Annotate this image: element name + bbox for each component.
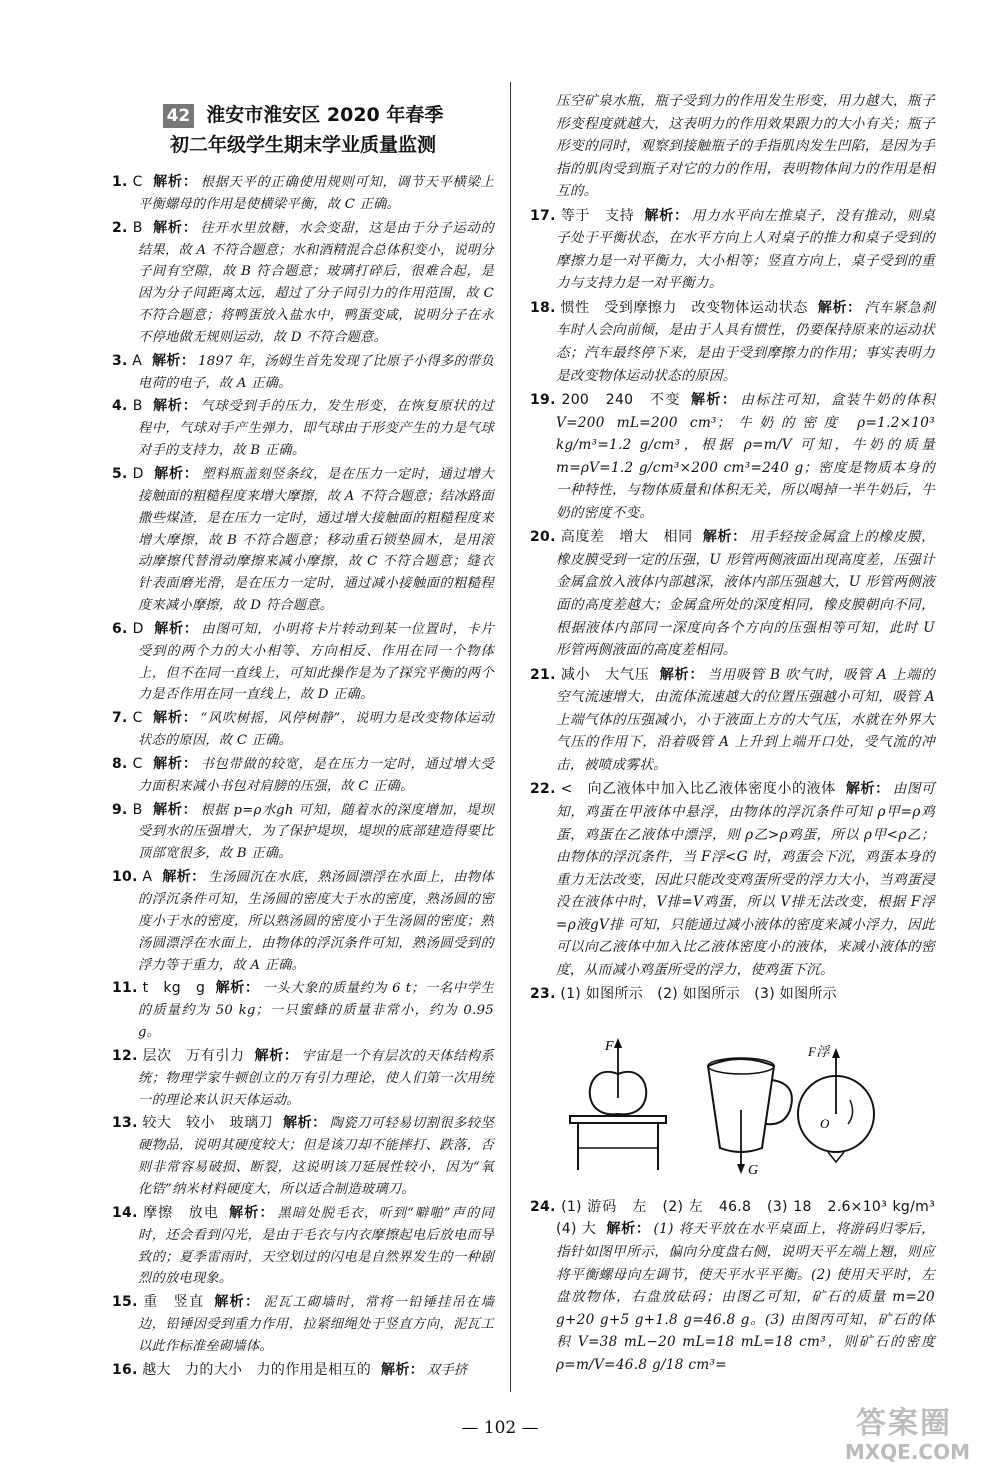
question-number: 23. (530, 986, 556, 1003)
analysis-text: 由图可知，小明将卡片转动到某一位置时，卡片受到的两个力的大小相等、方向相反、作用在同一个物体上，但不在同一直线上，可知此操作是为了探究平衡的两个力是否作用在同一直线上，故 D 正确。 (138, 621, 494, 703)
exam-number-badge: 42 (163, 104, 195, 128)
answer-text: 较大 较小 玻璃刀 (142, 1115, 274, 1132)
answer-item (530, 778, 935, 981)
answer-text: 等于 支持 (560, 207, 635, 224)
question-number: 13. (112, 1115, 138, 1132)
analysis-text: 陶瓷刀可轻易切割很多较坚硬物品，说明其硬度较大；但是该刀却不能摔打、跌落，否则非常容易破损、断裂，这说明该刀延展性较小，因为“氧化锆”纳米材料硬度大，所以适合制造玻璃刀。 (138, 1116, 494, 1197)
analysis-text: 根据 p=ρ水gh 可知，随着水的深度增加，堤坝受到水的压强增大，为了保护堤坝，堤坝的底部建造得要比顶部宽很多，故 B 正确。 (138, 802, 494, 862)
analysis-text: 泥瓦工砌墙时，常将一铅锤挂吊在墙边，铅锤因受到重力作用，拉紧细绳处于竖直方向，泥瓦工以此作标准垒砌墙体。 (138, 1295, 494, 1354)
analysis-label: 解析： (817, 299, 862, 316)
analysis-label: 解析： (152, 219, 198, 236)
page-number: — 102 — (461, 1418, 539, 1438)
analysis-label: 解析： (152, 174, 198, 190)
answer-text: 重 竖直 (143, 1294, 205, 1311)
analysis-label: 解析： (702, 529, 747, 546)
answer-text: 惯性 受到摩擦力 改变物体运动状态 (560, 299, 808, 316)
answer-item (112, 867, 494, 976)
analysis-label: 解析： (381, 1361, 424, 1378)
answer-text: 高度差 增大 相同 (560, 529, 693, 546)
answer-item (530, 389, 935, 524)
analysis-label: 解析： (152, 398, 198, 415)
answer-text: 层次 万有引力 (142, 1047, 245, 1064)
title-spacer (112, 90, 494, 172)
analysis-label: 解析： (153, 465, 199, 482)
question-number: 8. (112, 755, 128, 772)
answer-text: A (142, 869, 153, 886)
answer-item (112, 396, 494, 462)
analysis-text: 宇宙是一个有层次的天体结构系统；物理学家牛顿创立的万有引力理论，使人们第一次用统一的理论来认识天体运动。 (138, 1048, 495, 1108)
analysis-text: 生汤圆沉在水底，熟汤圆漂浮在水面上，由物体的浮沉条件可知，生汤圆的密度大于水的密度，熟汤圆的密度小于水的密度，所以熟汤圆的密度小于生汤圆的密度；熟汤圆漂浮在水面上，由物体的浮沉条件可知，熟汤圆受到的浮力等于重力，故 A 正确。 (138, 870, 494, 973)
answer-text: D (132, 465, 144, 482)
question-number: 12. (112, 1047, 138, 1064)
analysis-label: 解析： (152, 801, 198, 818)
question-number: 1. (112, 174, 128, 190)
analysis-label: 解析： (162, 869, 206, 886)
analysis-label: 解析： (644, 207, 689, 224)
analysis-label: 解析： (152, 352, 196, 369)
analysis-text: 由标注可知，盒装牛奶的体积 V=200 mL=200 cm³；牛奶的密度 ρ=1.2×10³ kg/m³=1.2 g/cm³，根据 ρ=m/V 可知，牛奶的质量 m=ρV=1.2 g/cm³×200 cm³=240 g；密度是物质本身的一种特性，与物体质量和体积无关，所以喝掉一半牛奶后，牛奶的密度不变。 (556, 392, 935, 521)
answer-text: (1) 游码 左 (2) 左 46.8 (3) 18 2.6×10³ kg/m³ (4) 大 (556, 1198, 950, 1238)
question-number: 16. (112, 1361, 138, 1378)
analysis-label: 解析： (845, 781, 890, 798)
question-number: 15. (112, 1294, 138, 1311)
answer-item (112, 218, 494, 349)
answer-text: 摩擦 放电 (143, 1204, 220, 1221)
figure-apple-on-table (570, 1038, 666, 1170)
answer-item (112, 708, 494, 752)
answer-text: C (132, 174, 143, 190)
answer-item (530, 664, 935, 777)
question-number: 6. (112, 620, 128, 637)
answer-item (112, 351, 494, 395)
answer-figures (530, 1010, 935, 1190)
answer-text: B (132, 219, 143, 236)
analysis-text: 一头大象的质量约为 6 t；一名中学生的质量约为 50 kg；一只蜜蜂的质量非常小，约为 0.95 g。 (138, 981, 495, 1041)
answer-text: 减小 大气压 (560, 666, 650, 683)
left-column (112, 90, 494, 1384)
answer-text: B (132, 801, 143, 818)
analysis-label: 解析： (215, 980, 260, 997)
analysis-label: 解析： (214, 1294, 261, 1311)
answer-item (530, 983, 935, 1006)
answer-text: 200 240 不变 (561, 392, 681, 409)
analysis-text: 根据天平的正确使用规则可知，调节天平横梁上平衡螺母的作用是使横梁平衡，故 C 正确。 (138, 175, 494, 212)
answer-item (112, 754, 494, 798)
answer-item (530, 297, 935, 387)
answer-item (112, 800, 494, 866)
analysis-text: 黑暗处脱毛衣，听到“噼啪”声的同时，还会看到闪光，是由于毛衣与内衣摩擦起电后放电而导致的；夏季雷雨时，天空划过的闪电是自然界发生的一种剧烈的放电现象。 (138, 1205, 494, 1287)
answer-item (530, 526, 935, 661)
analysis-label: 解析： (153, 620, 199, 637)
analysis-text: 1897 年，汤姆生首先发现了比原子小得多的带负电荷的电子，故 A 正确。 (138, 353, 494, 391)
question-number: 3. (112, 352, 128, 369)
answer-text: C (132, 710, 143, 727)
analysis-text: “风吹树摇，风停树静”，说明力是改变物体运动状态的原因，故 C 正确。 (138, 711, 494, 749)
analysis-text: 汽车紧急刹车时人会向前倾，是由于人具有惯性，仍要保持原来的运动状态；汽车最终停下来，是由于受到摩擦力的作用；事实表明力是改变物体运动状态的原因。 (556, 299, 936, 384)
analysis-label: 解析： (152, 755, 198, 772)
question-number: 14. (112, 1204, 138, 1221)
question-number: 20. (530, 529, 556, 546)
right-column (530, 90, 950, 1378)
answer-item (112, 1360, 494, 1382)
question-number: 21. (530, 666, 556, 683)
answer-text: < 向乙液体中加入比乙液体密度小的液体 (560, 781, 836, 798)
analysis-label: 解析： (659, 666, 705, 683)
label-f-buoy: F浮 (808, 1043, 830, 1059)
question-number: 5. (112, 465, 128, 482)
analysis-text: 书包带做的较宽，是在压力一定时，通过增大受力面积来减小书包对肩膀的压强，故 C 正确。 (138, 756, 494, 794)
watermark-url: MXQE.COM (844, 1440, 970, 1464)
label-f: F (605, 1038, 614, 1054)
answer-item (112, 1203, 494, 1290)
analysis-text: 塑料瓶盖刻竖条纹，是在压力一定时，通过增大接触面的粗糙程度来增大摩擦，故 A 不符合题意；结冰路面撒些煤渣，是在压力一定时，通过增大接触面的粗糙程度来增大摩擦，故 B 不符合题意；移动重石锁垫圆木，是用滚动摩擦代替滑动摩擦来减小摩擦，故 C 不符合题意；缝衣针表面磨光滑，是在压力一定时，通过减小接触面的粗糙程度来减小摩擦，故 D 符合题意。 (138, 466, 494, 614)
analysis-text: 往开水里放糖，水会变甜，这是由于分子运动的结果，故 A 不符合题意；水和酒精混合总体积变小，说明分子间有空隙，故 B 符合题意；玻璃打碎后，很难合起，是因为分子间距离太远，超过了分子间引力的作用范围，故 C 不符合题意；将鸭蛋放入盐水中，鸭蛋变咸，说明分子在永不停地做无规则运动，故 D 不符合题意。 (138, 220, 494, 345)
answer-item (530, 1196, 950, 1376)
analysis-label: 解析： (254, 1047, 299, 1064)
answer-item (112, 464, 494, 617)
answer-item (112, 172, 494, 216)
title-text-1: 淮安市淮安区 2020 年春季 (206, 104, 444, 126)
answer-item (112, 619, 494, 706)
figure-balloon (798, 1044, 874, 1162)
answer-item (530, 90, 935, 203)
answer-text: 越大 力的大小 力的作用是相互的 (142, 1361, 372, 1378)
question-number: 9. (112, 801, 128, 818)
question-number: 4. (112, 398, 128, 415)
answer-text: D (132, 620, 144, 637)
analysis-label: 解析： (690, 392, 738, 409)
answer-text: t kg g (142, 980, 206, 997)
answer-text: B (132, 398, 143, 415)
question-number: 18. (530, 299, 556, 316)
analysis-label: 解析： (229, 1204, 275, 1221)
analysis-text: 用力水平向左推桌子，没有推动，则桌子处于平衡状态，在水平方向上人对桌子的推力和桌子受到的摩擦力是一对平衡力，大小相等；竖直方向上，桌子受到的重力与支持力是一对平衡力。 (556, 207, 936, 292)
question-number: 24. (530, 1198, 556, 1215)
answer-item (112, 1292, 494, 1358)
analysis-label: 解析： (152, 710, 198, 727)
question-number: 10. (112, 869, 138, 886)
force-diagrams (530, 1010, 890, 1190)
question-number: 22. (530, 781, 556, 798)
analysis-text: 压空矿泉水瓶，瓶子受到力的作用发生形变，用力越大，瓶子形变程度就越大，这表明力的作用效果跟力的大小有关；瓶子形变的同时，观察到接触瓶子的手指肌肉发生凹陷，是因为手指的肌肉受到瓶子对它的力的作用，表明物体间力的作用是相互的。 (556, 93, 935, 200)
question-number: 19. (530, 392, 556, 409)
label-o: O (820, 1115, 830, 1131)
question-number: 2. (112, 219, 128, 236)
question-number: 17. (530, 207, 556, 224)
analysis-label: 解析： (283, 1115, 327, 1132)
analysis-text: 气球受到手的压力，发生形变，在恢复原状的过程中，气球对手产生弹力，即气球由于形变产生的力是气球对手的支持力，故 B 正确。 (138, 399, 494, 459)
analysis-text: 用手轻按金属盒上的橡皮膜，橡皮膜受到一定的压强，U 形管两侧液面出现高度差，压强计金属盒放入液体内部越深，液体内部压强越大，U 形管两侧液面的高度差越大；金属盒所处的深度相同，橡皮膜朝向不同，根据液体内部同一深度向各个方向的压强相等可知，此时 U 形管两侧液面的高度差相同。 (556, 529, 936, 659)
analysis-label: 解析： (606, 1221, 651, 1238)
analysis-text: 双手挤 (426, 1362, 468, 1378)
figure-cup (708, 1058, 792, 1178)
answer-text: A (132, 352, 143, 369)
title-line-2: 初二年级学生期末学业质量监测 (169, 134, 436, 156)
answer-item (112, 978, 494, 1044)
analysis-text: (1) 将天平放在水平桌面上，将游码归零后，指针如图甲所示，偏向分度盘右侧，说明天平左端上翘，则应将平衡螺母向左调节，使天平水平平衡。(2) 使用天平时，左盘放物体，右盘放砝码；由图乙可知，矿石的质量 m=20 g+20 g+5 g+1.8 g=46.8 g。(3) 由图丙可知，矿石的体积 V=38 mL−20 mL=18 mL=18 cm³，则矿石的密度 ρ=m/V=46.8 g/18 cm³= (556, 1221, 935, 1373)
watermark-logo: 答案圈 (856, 1406, 952, 1441)
answer-text: (1) 如图所示 (2) 如图所示 (3) 如图所示 (560, 986, 837, 1003)
column-divider (510, 82, 511, 1392)
answer-item (112, 1113, 494, 1200)
answer-item (112, 1046, 494, 1112)
analysis-text: 由图可知，鸡蛋在甲液体中悬浮，由物体的浮沉条件可知 ρ甲=ρ鸡蛋，鸡蛋在乙液体中漂浮，则 ρ乙>ρ鸡蛋，所以 ρ甲<ρ乙；由物体的浮沉条件，当 F浮<G 时，鸡蛋会下沉，鸡蛋本身的重力无法改变，因此只能改变鸡蛋所受的浮力大小，当鸡蛋浸没在液体中时，V排=V鸡蛋，所以 V排无法改变，根据 F浮=ρ液gV排 可知，只能通过减小液体的密度来减小浮力，因此可以向乙液体中加入比乙液体密度小的液体，来减小液体的密度，从而减小鸡蛋所受的浮力，使鸡蛋下沉。 (556, 781, 936, 978)
analysis-text: 当用吸管 B 吹气时，吸管 A 上端的空气流速增大，由流体流速越大的位置压强越小可知，吸管 A 上端气体的压强减小，小于液面上方的大气压，水就在外界大气压的作用下，沿着吸管 A 上升到上端开口处，受气流的冲击，被喷成雾状。 (556, 666, 935, 773)
label-g: G (748, 1162, 759, 1178)
question-number: 7. (112, 710, 128, 727)
question-number: 11. (112, 980, 138, 997)
answer-item (530, 205, 935, 295)
answer-text: C (132, 755, 143, 772)
